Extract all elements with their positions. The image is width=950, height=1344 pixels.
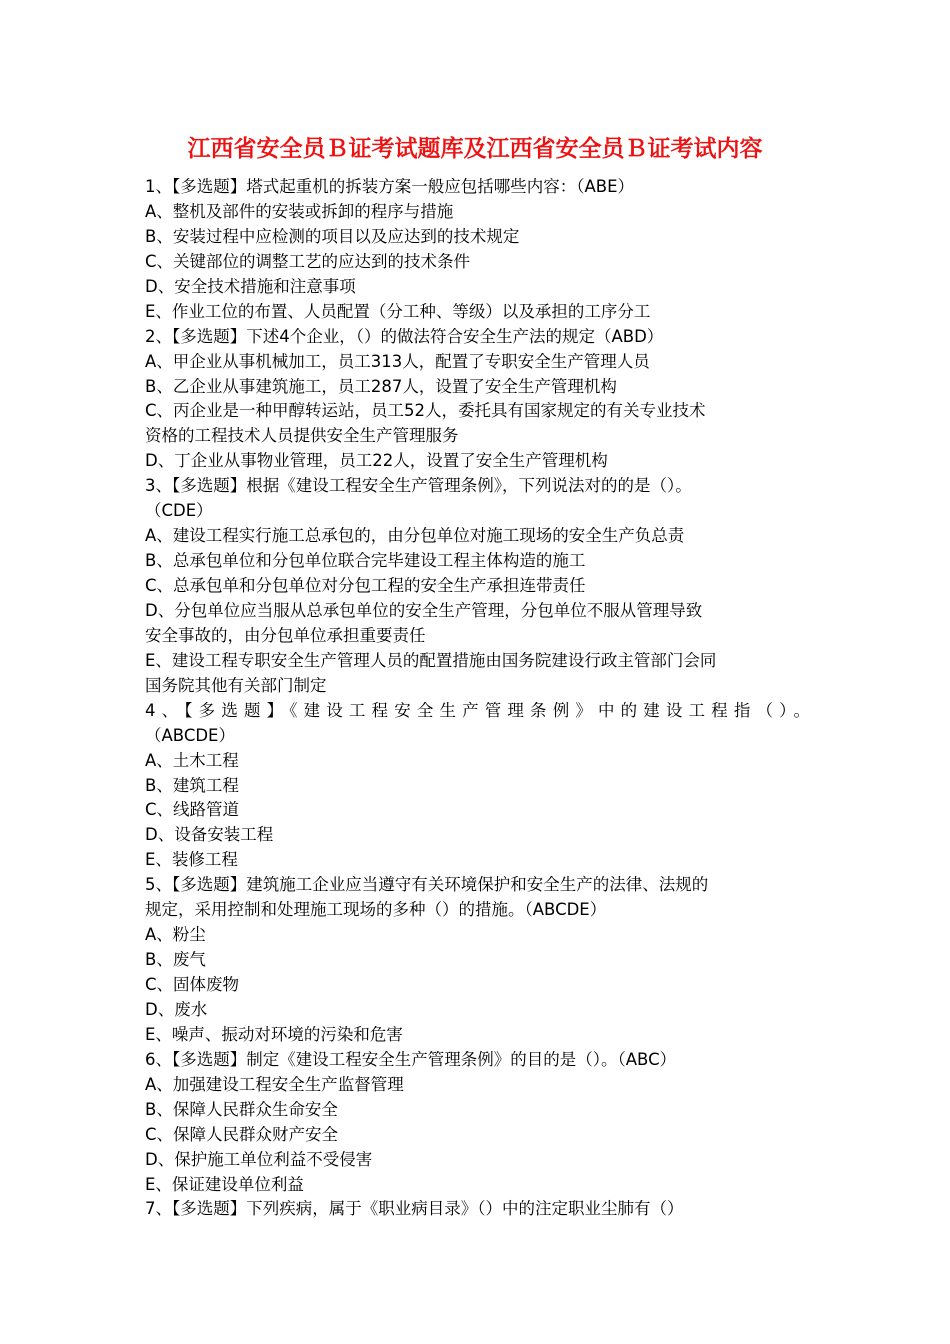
question-6-option-a: A、加强建设工程安全生产监督管理 [145, 1074, 404, 1094]
question-3-stem: 3、【多选题】根据《建设工程安全生产管理条例》，下列说法对的的是（）。 [145, 476, 692, 496]
question-4-option-e: E、装修工程 [145, 850, 238, 870]
question-5-option-d: D、废水 [145, 999, 208, 1019]
question-2-option-c-continued: 资格的工程技术人员提供安全生产管理服务 [145, 426, 459, 446]
question-4-option-c: C、线路管道 [145, 800, 240, 820]
question-2-stem: 2、【多选题】下述4个企业，（）的做法符合安全生产法的规定（ABD） [145, 326, 664, 346]
question-3-answer: （CDE） [145, 501, 213, 521]
question-6-stem: 6、【多选题】制定《建设工程安全生产管理条例》的目的是（）。（ABC） [145, 1049, 677, 1069]
question-6-option-c: C、保障人民群众财产安全 [145, 1124, 339, 1144]
question-3-option-a: A、建设工程实行施工总承包的，由分包单位对施工现场的安全生产负总责 [145, 526, 685, 546]
question-3-option-d: D、分包单位应当服从总承包单位的安全生产管理，分包单位不服从管理导致 [145, 600, 703, 620]
question-6-option-d: D、保护施工单位利益不受侵害 [145, 1149, 373, 1169]
question-1-option-e: E、作业工位的布置、人员配置（分工种、等级）以及承担的工序分工 [145, 301, 651, 321]
document-title: 江西省安全员Ｂ证考试题库及江西省安全员Ｂ证考试内容 [187, 135, 763, 162]
question-7-stem: 7、【多选题】下列疾病，属于《职业病目录》（）中的注定职业尘肺有（） [145, 1199, 684, 1219]
question-6-option-b: B、保障人民群众生命安全 [145, 1099, 338, 1119]
question-4-answer: （ABCDE） [145, 725, 235, 745]
question-3-option-b: B、总承包单位和分包单位联合完毕建设工程主体构造的施工 [145, 551, 586, 571]
question-1-option-d: D、安全技术措施和注意事项 [145, 276, 356, 296]
question-1-option-a: A、整机及部件的安装或拆卸的程序与措施 [145, 201, 454, 221]
question-1-option-c: C、关键部位的调整工艺的应达到的技术条件 [145, 251, 471, 271]
question-1-option-b: B、安装过程中应检测的项目以及应达到的技术规定 [145, 226, 520, 246]
question-4-option-d: D、设备安装工程 [145, 825, 274, 845]
question-3-option-e: E、建设工程专职安全生产管理人员的配置措施由国务院建设行政主管部门会同 [145, 650, 717, 670]
question-5-option-a: A、粉尘 [145, 925, 206, 945]
question-5-stem-continued: 规定，采用控制和处理施工现场的多种（）的措施。（ABCDE） [145, 900, 607, 920]
question-4-option-a: A、土木工程 [145, 750, 239, 770]
question-3-option-e-continued: 国务院其他有关部门制定 [145, 675, 327, 695]
question-5-option-c: C、固体废物 [145, 975, 240, 994]
question-5-stem: 5、【多选题】建筑施工企业应当遵守有关环境保护和安全生产的法律、法规的 [145, 875, 709, 895]
question-6-option-e: E、保证建设单位利益 [145, 1174, 304, 1194]
question-3-option-d-continued: 安全事故的，由分包单位承担重要责任 [145, 625, 426, 645]
question-2-option-d: D、丁企业从事物业管理，员工22人，设置了安全生产管理机构 [145, 451, 608, 471]
question-5-option-e: E、噪声、振动对环境的污染和危害 [145, 1024, 403, 1044]
question-3-option-c: C、总承包单和分包单位对分包工程的安全生产承担连带责任 [145, 576, 586, 595]
question-4-option-b: B、建筑工程 [145, 775, 239, 795]
question-1-stem: 1、【多选题】塔式起重机的拆装方案一般应包括哪些内容：（ABE） [145, 177, 635, 196]
document-body [145, 175, 810, 1222]
question-5-option-b: B、废气 [145, 950, 206, 970]
question-2-option-c: C、丙企业是一种甲醇转运站，员工52人，委托具有国家规定的有关专业技术 [145, 401, 706, 421]
question-2-option-b: B、乙企业从事建筑施工，员工287人，设置了安全生产管理机构 [145, 376, 617, 396]
question-4-stem: 4、【多选题】《建设工程安全生产管理条例》中的建设工程指（）。 [145, 700, 810, 720]
question-2-option-a: A、甲企业从事机械加工，员工313人，配置了专职安全生产管理人员 [145, 351, 650, 371]
